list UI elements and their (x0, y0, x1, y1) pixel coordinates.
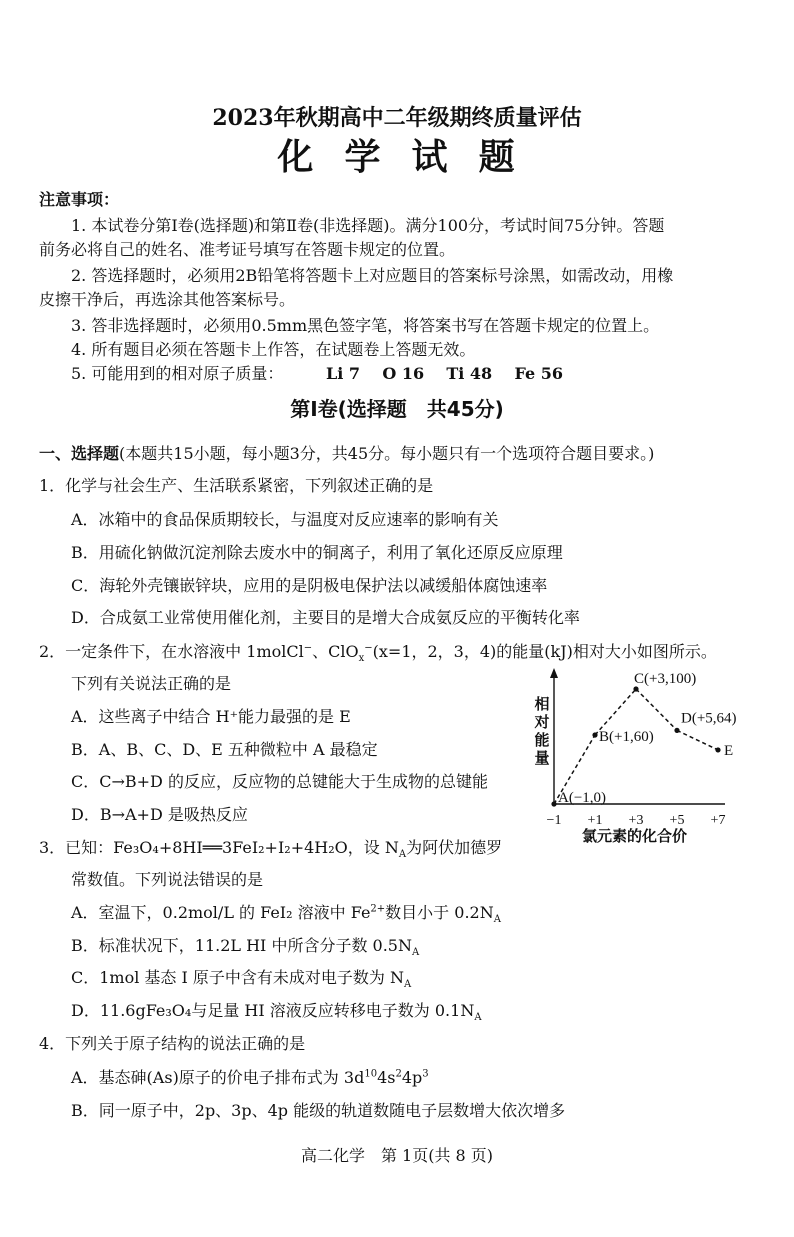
option-a (71, 903, 501, 926)
notice-line: 1. 本试卷分第Ⅰ卷(选择题)和第Ⅱ卷(非选择题)。满分100分，考试时间75分钟。答题 (71, 216, 665, 235)
point-label: E (724, 742, 734, 759)
superscript: − (303, 642, 313, 654)
notice-line: 3. 答非选择题时，必须用0.5mm黑色签字笔，将答案书写在答题卡规定的位置上。 (71, 316, 660, 335)
x-tick-label: +1 (587, 813, 603, 828)
data-point (592, 732, 597, 737)
energy-diagram (520, 664, 770, 854)
option-b: B．用硫化钠做沉淀剂除去废水中的铜离子，利用了氧化还原反应原理 (71, 543, 563, 562)
section-title: 第Ⅰ卷(选择题 共45分) (290, 397, 504, 421)
data-point (633, 686, 638, 691)
y-axis-label: 相对能量 (534, 697, 550, 767)
option-b (71, 936, 420, 959)
option-text: C．1mol 基态 I 原子中含有未成对电子数为 N (71, 968, 405, 987)
option-text: 4s (377, 1068, 396, 1087)
page-footer: 高二化学 第 1页(共 8 页) (300, 1146, 494, 1165)
x-axis-label: 氯元素的化合价 (582, 829, 688, 845)
option-text: A．室温下，0.2mol/L 的 FeI₂ 溶液中 Fe (71, 903, 371, 922)
question-stem (39, 642, 717, 665)
subscript: A (493, 914, 501, 926)
subscript: x (358, 653, 365, 665)
notice-line: 前务必将自己的姓名、准考证号填写在答题卡规定的位置。 (39, 240, 456, 259)
option-text: D．11.6gFe₃O₄与足量 HI 溶液反应转移电子数为 0.1N (71, 1001, 475, 1020)
x-tick-label: +7 (710, 813, 726, 828)
notice-heading: 注意事项： (39, 190, 120, 209)
question-stem-line2: 常数值。下列说法错误的是 (71, 870, 264, 889)
question-stem: 1．化学与社会生产、生活联系紧密，下列叙述正确的是 (39, 476, 434, 495)
point-label: B(+1,60) (599, 729, 654, 745)
option-a: A．冰箱中的食品保质期较长，与温度对反应速率的影响有关 (71, 510, 499, 529)
option-c: C．C→B+D 的反应，反应物的总键能大于生成物的总键能 (71, 772, 488, 791)
dashed-connector (636, 689, 677, 730)
subscript: A (412, 947, 420, 959)
stem-text: 、ClO (312, 642, 359, 661)
stem-text: 3．已知：Fe₃O₄+8HI══3FeI₂+I₂+4H₂O，设 N (39, 838, 399, 857)
option-c (71, 968, 412, 991)
option-b: B．A、B、C、D、E 五种微粒中 A 最稳定 (71, 740, 378, 759)
superscript: 2 (395, 1068, 402, 1080)
option-a: A．这些离子中结合 H⁺能力最强的是 E (71, 707, 351, 726)
dashed-connector (677, 730, 718, 750)
data-point (551, 801, 556, 806)
notice-line: 皮擦干净后，再选涂其他答案标号。 (39, 290, 296, 309)
instruction-label: 一、选择题 (39, 444, 120, 463)
option-text: B．标准状况下，11.2L HI 中所含分子数 0.5N (71, 936, 412, 955)
x-tick-label: +5 (669, 813, 685, 828)
instruction-text: (本题共15小题，每小题3分，共45分。每小题只有一个选项符合题目要求。) (119, 444, 655, 463)
exam-title: 2023年秋期高中二年级期终质量评估 (212, 105, 582, 131)
point-label: C(+3,100) (634, 671, 697, 687)
subject-title: 化 学 试 题 (277, 137, 517, 178)
subscript: A (474, 1012, 482, 1024)
option-c: C．海轮外壳镶嵌锌块，应用的是阴极电保护法以减缓船体腐蚀速率 (71, 576, 548, 595)
superscript: 3 (422, 1068, 429, 1080)
option-a (71, 1068, 429, 1088)
question-stem: 4．下列关于原子结构的说法正确的是 (39, 1034, 306, 1053)
stem-text: 为阿伏加德罗 (406, 838, 503, 857)
point-label: A(−1,0) (558, 790, 607, 806)
superscript: 2+ (370, 903, 386, 915)
stem-text: (x=1，2，3，4)的能量(kJ)相对大小如图所示。 (372, 642, 717, 661)
question-stem-line2: 下列有关说法正确的是 (71, 674, 232, 693)
option-text: 4p (401, 1068, 423, 1087)
option-d: D．B→A+D 是吸热反应 (71, 805, 248, 824)
question-stem (39, 838, 503, 861)
option-d: D．合成氨工业常使用催化剂，主要目的是增大合成氨反应的平衡转化率 (71, 608, 580, 627)
atomic-masses: Li 7 O 16 Ti 48 Fe 56 (326, 364, 563, 383)
option-b: B．同一原子中，2p、3p、4p 能级的轨道数随电子层数增大依次增多 (71, 1101, 566, 1120)
stem-text: 2．一定条件下，在水溶液中 1molCl (39, 642, 304, 661)
y-axis-arrow-icon (550, 668, 558, 678)
notice-line: 2. 答选择题时，必须用2B铅笔将答题卡上对应题目的答案标号涂黑，如需改动，用橡 (71, 266, 674, 285)
data-point (674, 728, 679, 733)
option-text: A．基态砷(As)原子的价电子排布式为 3d (71, 1068, 365, 1087)
notice-line: 5. 可能用到的相对原子质量： (71, 364, 284, 383)
notice-line: 4. 所有题目必须在答题卡上作答，在试题卷上答题无效。 (71, 340, 476, 359)
superscript: 10 (364, 1068, 378, 1080)
x-tick-label: +3 (628, 813, 644, 828)
option-text: 数目小于 0.2N (385, 903, 494, 922)
option-d (71, 1001, 482, 1024)
subscript: A (404, 979, 412, 991)
section-instruction (39, 444, 654, 464)
subscript: A (398, 849, 407, 861)
point-label: D(+5,64) (681, 710, 737, 727)
superscript: − (364, 642, 373, 654)
data-point (715, 747, 720, 752)
x-tick-label: −1 (546, 813, 562, 828)
